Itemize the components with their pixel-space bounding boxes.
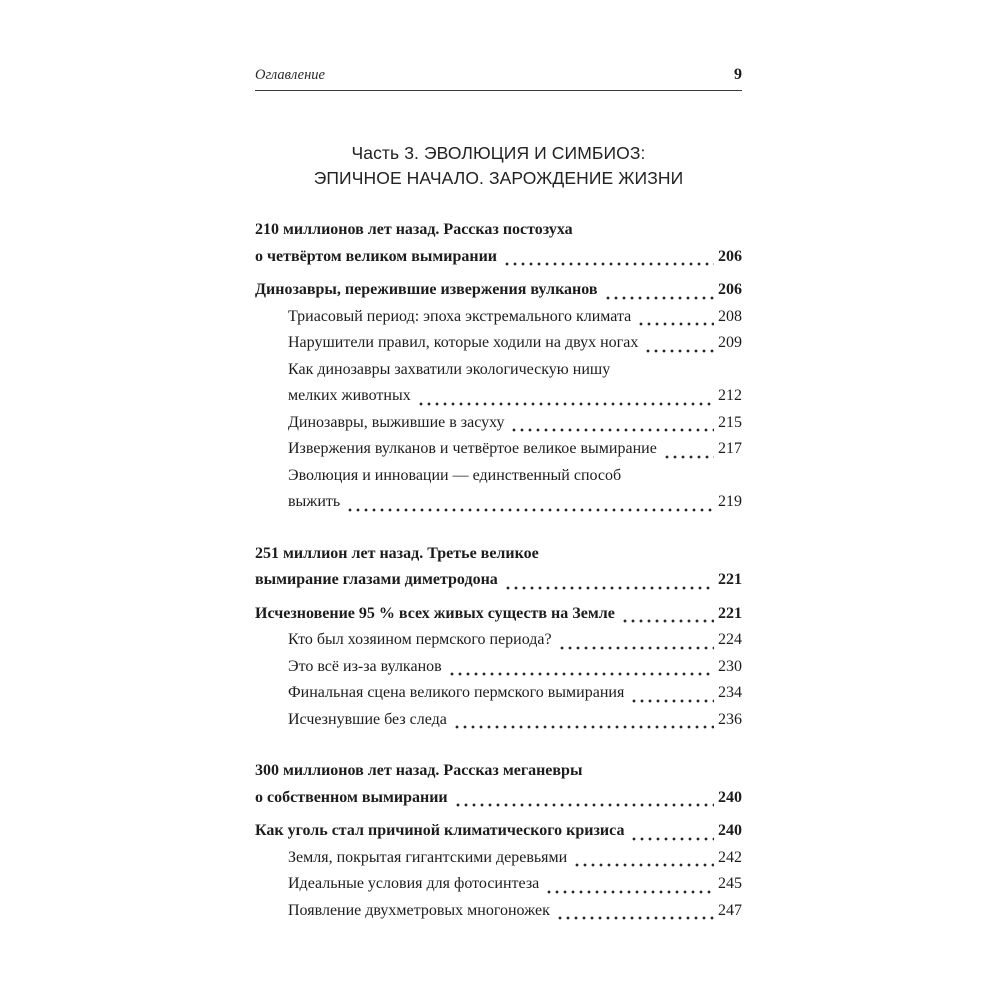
toc-entry-row [288, 680, 742, 707]
dot-leader [544, 871, 714, 898]
dot-leader [662, 436, 714, 463]
page-content [255, 0, 742, 924]
part-title [255, 141, 742, 191]
dot-leader [502, 244, 714, 271]
toc-entry [255, 654, 742, 681]
toc-entry-text: 210 миллионов лет назад. Рассказ постозуха [255, 221, 573, 238]
toc-entry-text: Исчезновение 95 % всех живых существ на Земле [255, 604, 615, 622]
toc-entry [255, 818, 742, 845]
toc-entry-page: 234 [718, 684, 742, 701]
toc-entry-page: 209 [718, 334, 742, 351]
toc-entry [255, 304, 742, 331]
toc-entry-row [288, 707, 742, 734]
dot-leader [572, 845, 714, 872]
toc-entry-page: 206 [718, 281, 742, 298]
toc-entry-row [288, 871, 742, 898]
toc-list [255, 217, 742, 924]
toc-entry-text: Земля, покрытая гигантскими деревьями [288, 848, 568, 866]
toc-entry-text: Финальная сцена великого пермского вымирания [288, 684, 625, 701]
toc-entry-text: Динозавры, пережившие извержения вулканов [255, 281, 598, 298]
dot-leader [557, 627, 714, 654]
toc-entry-text: мелких животных [288, 387, 411, 404]
header-rule [255, 90, 742, 91]
dot-leader [629, 818, 714, 845]
toc-entry-text: вымирание глазами диметродона [255, 571, 498, 588]
toc-entry-row [288, 845, 742, 872]
toc-entry [255, 707, 742, 734]
toc-entry-page: 221 [718, 604, 742, 622]
toc-entry-page: 236 [718, 710, 742, 728]
toc-entry-text: Кто был хозяином пермского периода? [288, 631, 552, 648]
toc-entry-page: 240 [718, 822, 742, 839]
toc-entry [255, 357, 742, 410]
toc-entry-text: Нарушители правил, которые ходили на двух ногах [288, 334, 639, 351]
toc-entry-page: 212 [718, 387, 742, 404]
toc-entry-text: Триасовый период: эпоха экстремального климата [288, 307, 632, 325]
toc-entry-row [255, 567, 742, 594]
dot-leader [629, 680, 714, 707]
toc-entry-text: Появление двухметровых многоножек [288, 901, 550, 919]
toc-entry-row [288, 330, 742, 357]
toc-entry-row [255, 244, 742, 271]
toc-entry [255, 758, 742, 811]
toc-entry [255, 601, 742, 628]
toc-entry-text: Извержения вулканов и четвёртое великое вымирание [288, 440, 657, 457]
toc-entry-page: 247 [718, 901, 742, 919]
dot-leader [452, 707, 714, 734]
toc-entry-text: выжить [288, 493, 341, 510]
toc-entry [255, 898, 742, 925]
dot-leader [620, 601, 714, 628]
toc-entry-text: Как динозавры захватили экологическую нишу [288, 360, 611, 378]
toc-entry-page: 242 [718, 848, 742, 866]
toc-entry-page: 215 [718, 413, 742, 431]
toc-entry [255, 871, 742, 898]
toc-entry-row [255, 818, 742, 845]
dot-leader [453, 785, 714, 812]
toc-entry-text: 251 миллион лет назад. Третье великое [255, 544, 539, 562]
toc-entry-row [255, 601, 742, 628]
toc-entry-text: 300 миллионов лет назад. Рассказ меганевры [255, 762, 583, 779]
toc-entry-row [288, 383, 742, 410]
toc-entry [255, 436, 742, 463]
toc-entry-page: 206 [718, 247, 742, 265]
part-title-line-1: Часть 3. ЭВОЛЮЦИЯ И СИМБИОЗ: [351, 143, 646, 163]
part-title-line-2: ЭПИЧНОЕ НАЧАЛО. ЗАРОЖДЕНИЕ ЖИЗНИ [313, 168, 684, 188]
toc-entry [255, 410, 742, 437]
toc-entry-text: Эволюция и инновации — единственный способ [288, 466, 622, 484]
running-header-title: Оглавление [255, 67, 325, 83]
toc-entry-row [288, 410, 742, 437]
dot-leader [636, 304, 714, 331]
toc-entry-page: 219 [718, 493, 742, 510]
toc-entry-page: 245 [718, 875, 742, 892]
toc-entry-row [288, 489, 742, 516]
toc-entry [255, 330, 742, 357]
dot-leader [643, 330, 714, 357]
toc-entry-text: о четвёртом великом вымирании [255, 247, 497, 265]
dot-leader [416, 383, 714, 410]
toc-entry-text: Идеальные условия для фотосинтеза [288, 875, 540, 892]
toc-entry-page: 224 [718, 631, 742, 648]
toc-entry-page: 217 [718, 440, 742, 457]
toc-entry [255, 845, 742, 872]
toc-entry-row [288, 436, 742, 463]
toc-entry-page: 240 [718, 788, 742, 806]
dot-leader [555, 898, 714, 925]
toc-entry-page: 208 [718, 307, 742, 325]
running-header [255, 0, 742, 84]
toc-entry [255, 463, 742, 516]
toc-entry-row [288, 304, 742, 331]
dot-leader [603, 277, 715, 304]
toc-entry-row [255, 277, 742, 304]
toc-entry-page: 221 [718, 571, 742, 588]
dot-leader [345, 489, 714, 516]
toc-entry-page: 230 [718, 657, 742, 675]
toc-entry [255, 277, 742, 304]
dot-leader [509, 410, 714, 437]
toc-entry-text: о собственном вымирании [255, 788, 448, 806]
toc-entry-text: Динозавры, выжившие в засуху [288, 413, 505, 431]
toc-entry-row [288, 627, 742, 654]
dot-leader [503, 567, 714, 594]
toc-entry [255, 680, 742, 707]
toc-entry [255, 541, 742, 594]
toc-entry-text: Исчезнувшие без следа [288, 710, 447, 728]
toc-entry-row [288, 898, 742, 925]
dot-leader [447, 654, 714, 681]
toc-entry-row [255, 785, 742, 812]
page-number: 9 [734, 66, 742, 83]
toc-entry-text: Как уголь стал причиной климатического кризиса [255, 822, 625, 839]
toc-entry-text: Это всё из-за вулканов [288, 657, 442, 675]
toc-entry [255, 217, 742, 270]
toc-entry [255, 627, 742, 654]
toc-entry-row [288, 654, 742, 681]
